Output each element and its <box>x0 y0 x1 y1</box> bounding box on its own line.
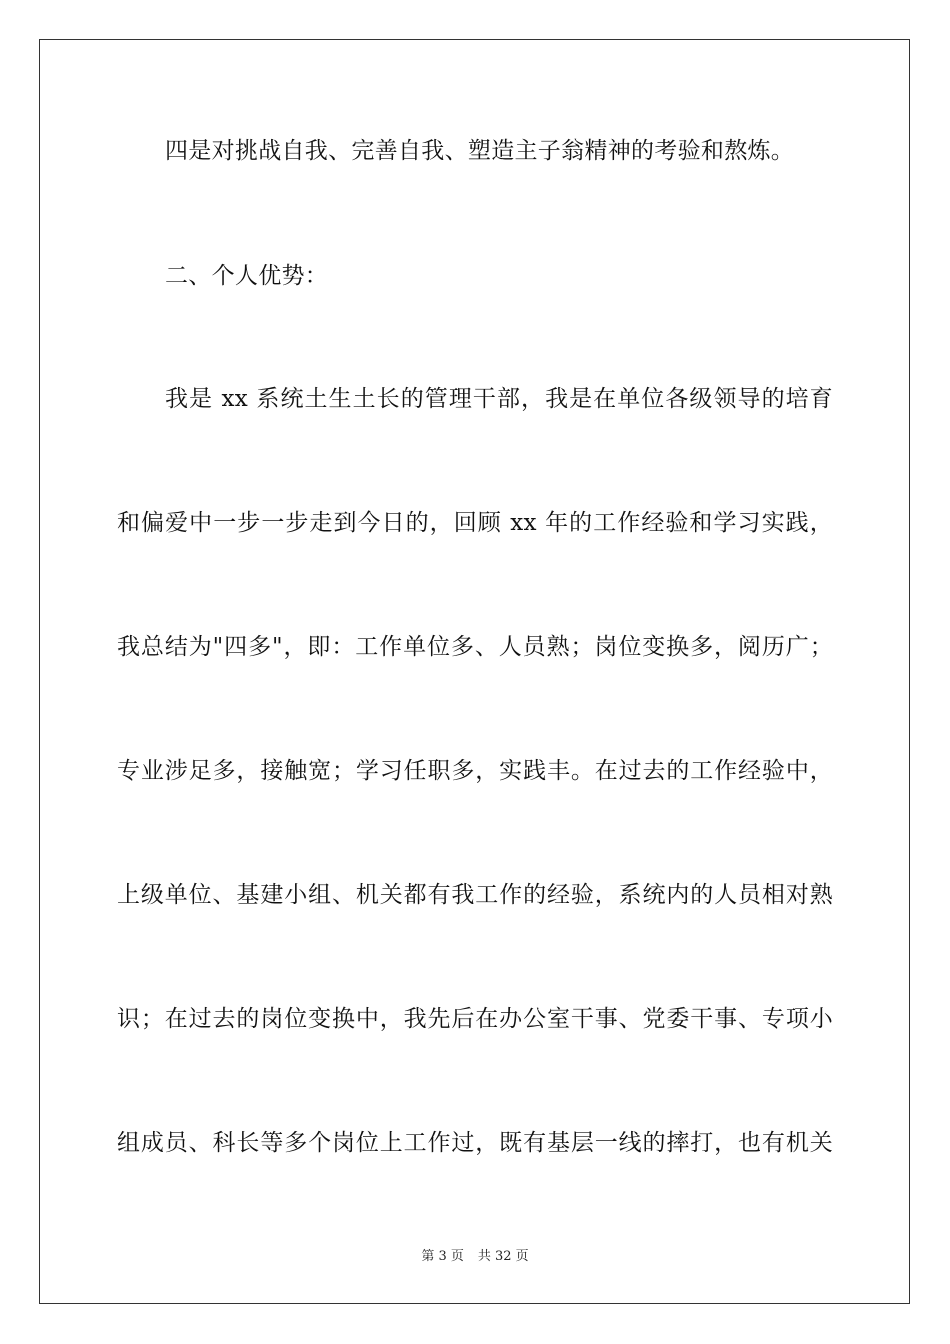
paragraph-line-7: 上级单位、基建小组、机关都有我工作的经验，系统内的人员相对熟 <box>117 882 833 908</box>
paragraph-line-5: 我总结为"四多"，即：工作单位多、人员熟；岗位变换多，阅历广； <box>117 634 833 660</box>
paragraph-line-4: 和偏爱中一步一步走到今日的，回顾 xx 年的工作经验和学习实践， <box>117 510 833 536</box>
page-number-current: 第 3 页 <box>421 1249 464 1264</box>
page-border <box>39 39 910 1304</box>
paragraph-line-8: 识；在过去的岗位变换中，我先后在办公室干事、党委干事、专项小 <box>117 1006 833 1032</box>
section-heading: 二、个人优势： <box>165 263 329 289</box>
page-number-total: 共 32 页 <box>477 1249 529 1264</box>
page-footer <box>0 1248 950 1266</box>
paragraph-line-9: 组成员、科长等多个岗位上工作过，既有基层一线的摔打，也有机关 <box>117 1130 833 1156</box>
paragraph-line-3: 我是 xx 系统土生土长的管理干部，我是在单位各级领导的培育 <box>165 386 833 412</box>
paragraph-line-6: 专业涉足多，接触宽；学习任职多，实践丰。在过去的工作经验中， <box>117 758 833 784</box>
paragraph-line-1: 四是对挑战自我、完善自我、塑造主子翁精神的考验和熬炼。 <box>165 138 795 164</box>
